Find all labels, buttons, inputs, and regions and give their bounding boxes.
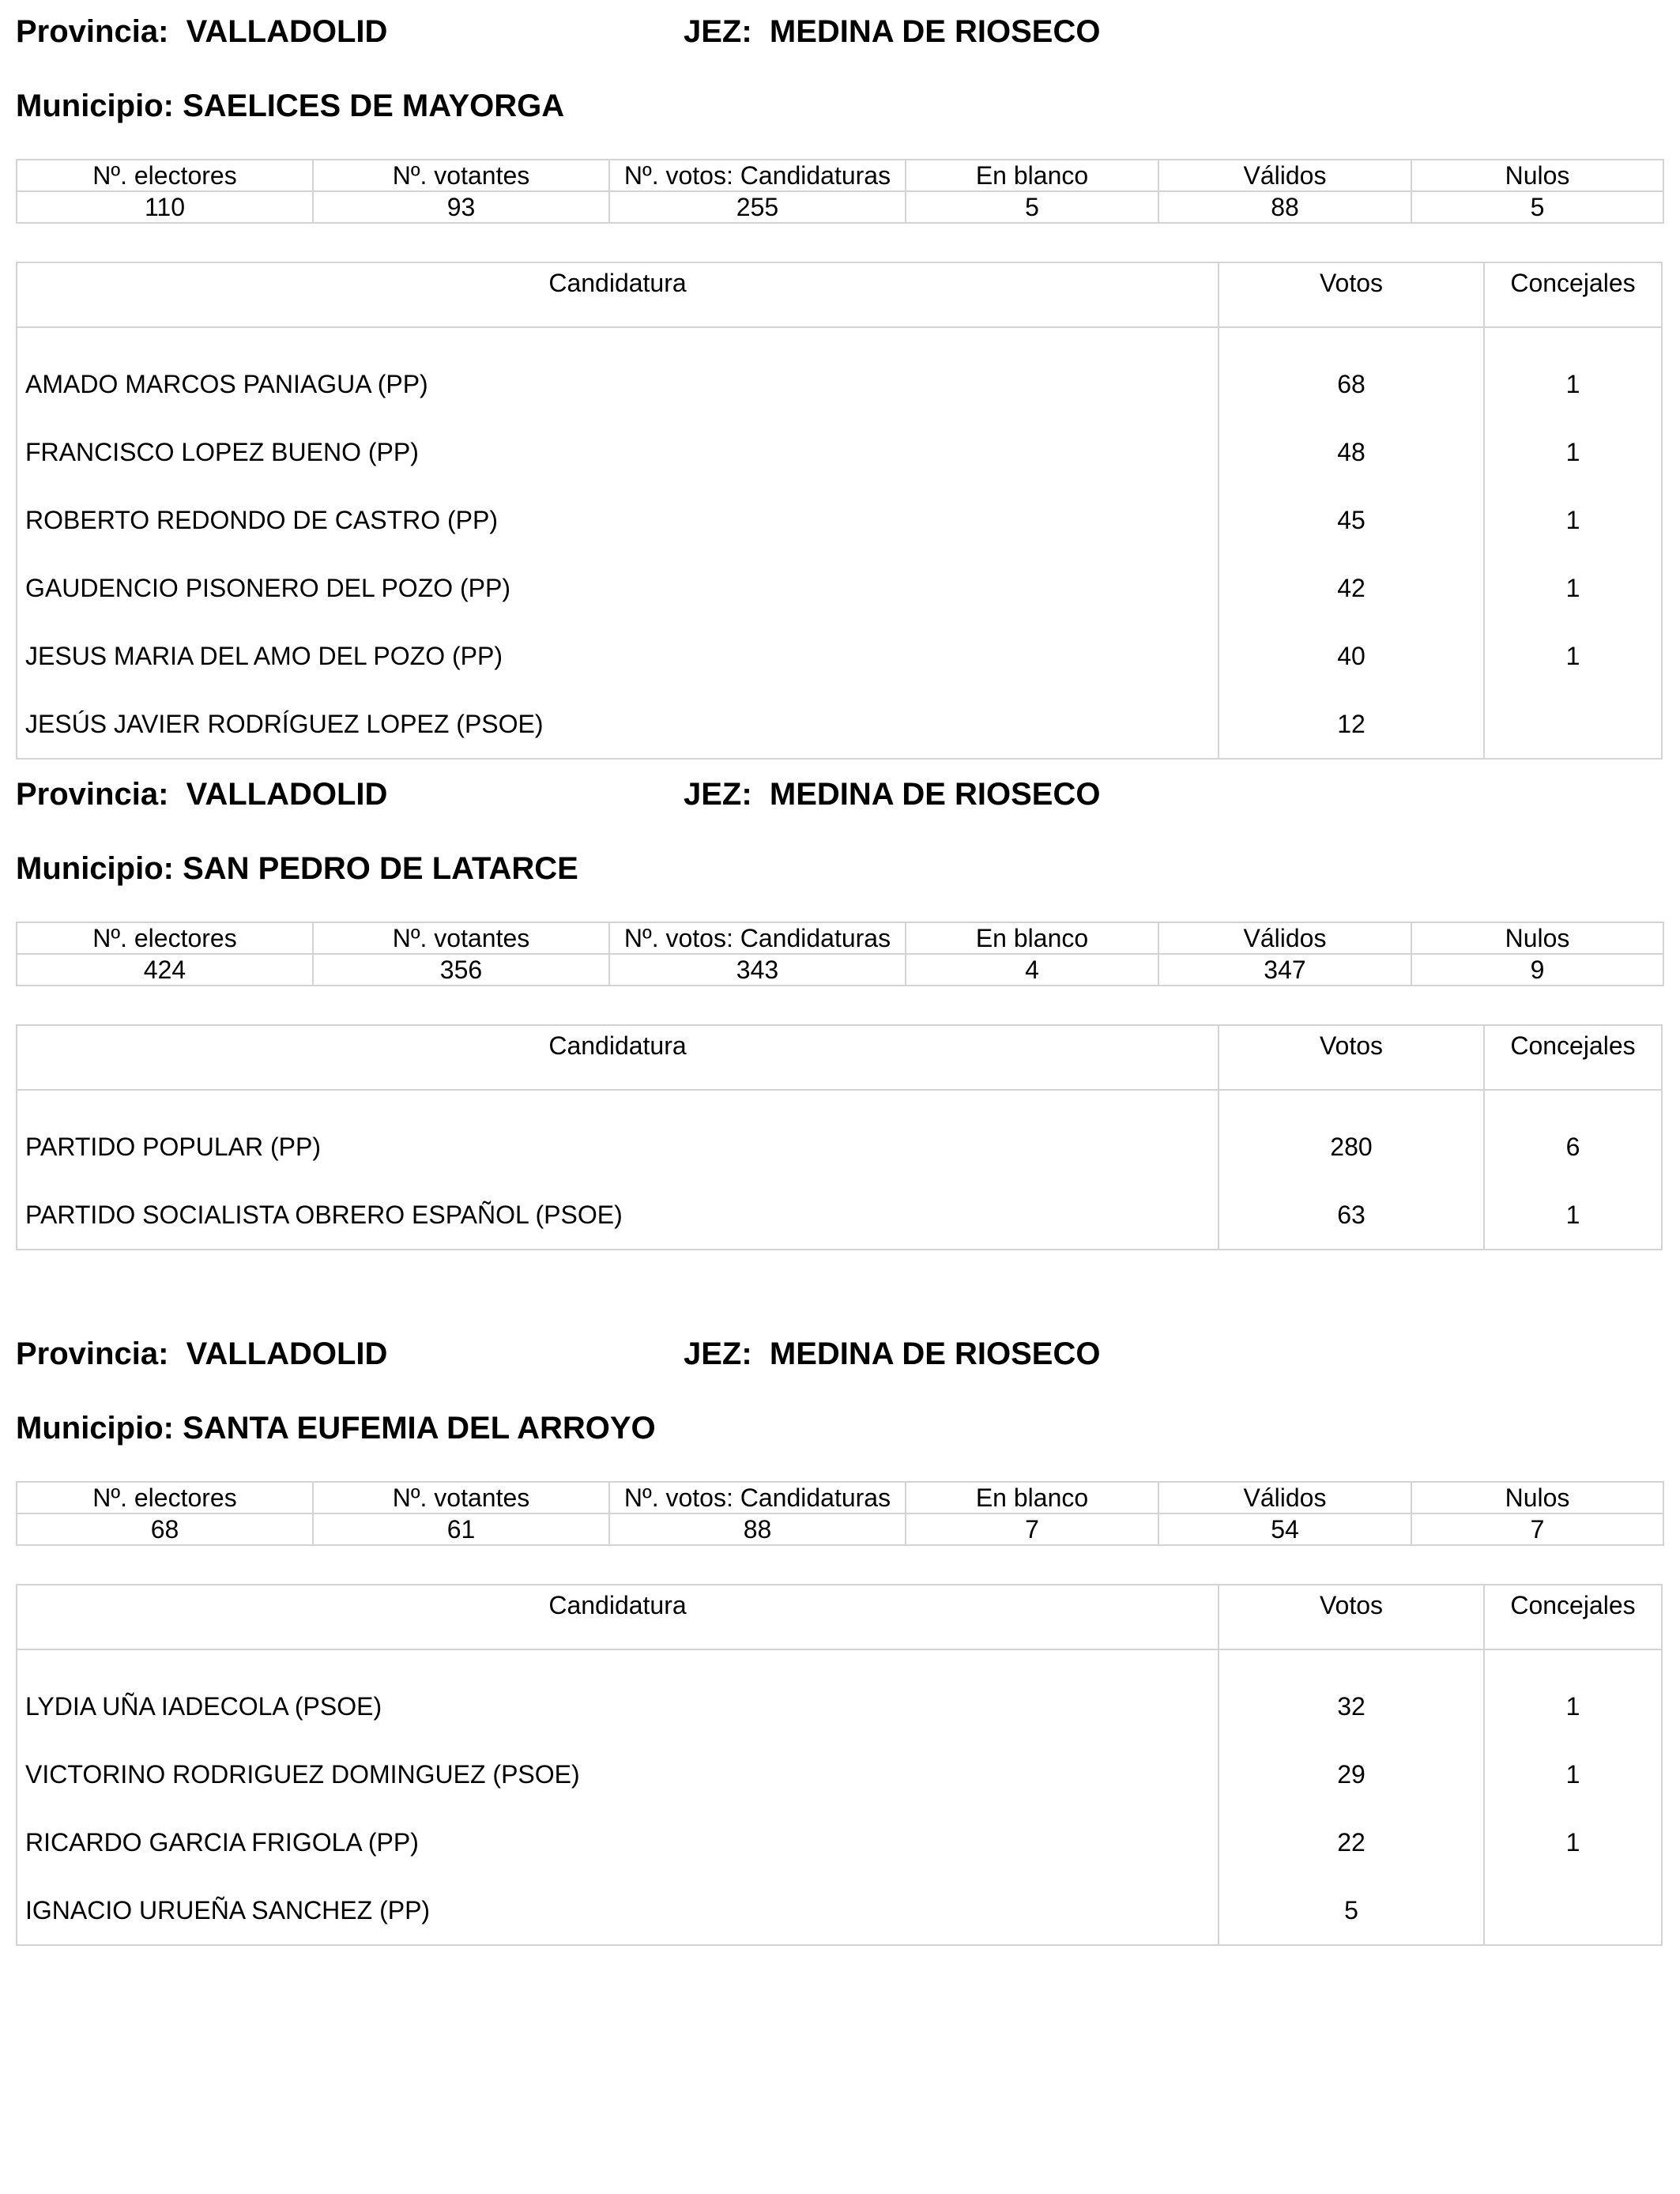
stats-value-cell: 5 <box>906 191 1158 223</box>
candidate-votos: 12 <box>1337 710 1365 738</box>
stats-header-row <box>17 160 1663 191</box>
stats-header-cell: Nº. votantes <box>313 922 609 954</box>
stats-value-cell: 68 <box>17 1514 313 1545</box>
municipio-label: Municipio: <box>16 1411 174 1446</box>
column-divider <box>1483 263 1485 758</box>
candidate-row <box>17 622 1661 690</box>
jez-label: JEZ: <box>684 777 752 812</box>
stats-header-row <box>17 1482 1663 1514</box>
municipio-value: SANTA EUFEMIA DEL ARROYO <box>183 1411 656 1446</box>
candidate-votos: 32 <box>1337 1692 1365 1721</box>
column-divider <box>1483 1585 1485 1944</box>
candidate-votos: 68 <box>1337 370 1365 398</box>
candidate-concejales: 1 <box>1565 1760 1580 1789</box>
jez-label: JEZ: <box>684 14 752 49</box>
stats-value-cell: 110 <box>17 191 313 223</box>
candidate-row <box>17 486 1661 554</box>
candidatura-table <box>16 1024 1663 1250</box>
candidate-votos: 48 <box>1337 438 1365 466</box>
candidate-name: VICTORINO RODRIGUEZ DOMINGUEZ (PSOE) <box>25 1760 580 1789</box>
stats-header-cell: En blanco <box>906 160 1158 191</box>
candidate-name: LYDIA UÑA IADECOLA (PSOE) <box>25 1692 382 1721</box>
candidate-votos: 29 <box>1337 1760 1365 1789</box>
candidatura-table <box>16 1584 1663 1946</box>
stats-header-cell: Nulos <box>1411 922 1663 954</box>
candidate-votos: 45 <box>1337 506 1365 534</box>
candidate-concejales: 6 <box>1565 1133 1580 1161</box>
column-divider <box>1483 1026 1485 1249</box>
candidatura-header-cell: Candidatura <box>548 1031 687 1060</box>
candidatura-header-cell: Votos <box>1319 269 1384 297</box>
candidatura-header-row <box>17 1026 1661 1091</box>
stats-header-cell: En blanco <box>906 1482 1158 1514</box>
candidate-row <box>17 1181 1661 1249</box>
stats-value-row <box>17 954 1663 986</box>
candidatura-header-cell: Concejales <box>1510 269 1636 297</box>
candidate-row <box>17 1808 1661 1876</box>
stats-header-cell: Nº. votos: Candidaturas <box>609 922 906 954</box>
candidate-concejales: 1 <box>1565 642 1580 670</box>
municipio-label: Municipio: <box>16 851 174 886</box>
stats-header-cell: Nº. votos: Candidaturas <box>609 1482 906 1514</box>
candidate-concejales: 1 <box>1565 1828 1580 1857</box>
stats-value-cell: 343 <box>609 954 906 986</box>
candidatura-header-cell: Candidatura <box>548 269 687 297</box>
candidate-row <box>17 1876 1661 1944</box>
stats-header-cell: Nº. votos: Candidaturas <box>609 160 906 191</box>
jez-label: JEZ: <box>684 1336 752 1371</box>
candidate-row <box>17 554 1661 622</box>
provincia-header <box>16 1334 387 1374</box>
candidate-name: IGNACIO URUEÑA SANCHEZ (PP) <box>25 1896 431 1924</box>
candidate-votos: 42 <box>1337 574 1365 602</box>
candidate-concejales: 1 <box>1565 506 1580 534</box>
stats-header-cell: Válidos <box>1158 922 1411 954</box>
municipio-header <box>16 849 578 888</box>
jez-value: MEDINA DE RIOSECO <box>769 777 1101 812</box>
candidate-name: RICARDO GARCIA FRIGOLA (PP) <box>25 1828 419 1857</box>
candidate-name: ROBERTO REDONDO DE CASTRO (PP) <box>25 506 498 534</box>
stats-value-cell: 7 <box>1411 1514 1663 1545</box>
stats-value-cell: 347 <box>1158 954 1411 986</box>
candidate-name: FRANCISCO LOPEZ BUENO (PP) <box>25 438 419 466</box>
stats-value-row <box>17 191 1663 223</box>
stats-header-cell: Nulos <box>1411 1482 1663 1514</box>
candidate-name: JESÚS JAVIER RODRÍGUEZ LOPEZ (PSOE) <box>25 710 544 738</box>
stats-header-cell: En blanco <box>906 922 1158 954</box>
candidate-row <box>17 690 1661 758</box>
stats-header-row <box>17 922 1663 954</box>
stats-value-cell: 5 <box>1411 191 1663 223</box>
stats-value-cell: 356 <box>313 954 609 986</box>
stats-header-cell: Nº. votantes <box>313 1482 609 1514</box>
candidate-name: PARTIDO POPULAR (PP) <box>25 1133 321 1161</box>
candidatura-rows <box>17 328 1661 758</box>
candidate-votos: 63 <box>1337 1201 1365 1229</box>
provincia-label: Provincia: <box>16 1336 169 1371</box>
municipio-label: Municipio: <box>16 89 174 123</box>
candidatura-table <box>16 262 1663 760</box>
candidatura-rows <box>17 1650 1661 1944</box>
candidate-concejales: 1 <box>1565 1692 1580 1721</box>
provincia-value: VALLADOLID <box>186 1336 388 1371</box>
stats-table <box>16 922 1664 986</box>
candidate-concejales: 1 <box>1565 370 1580 398</box>
stats-table <box>16 1481 1664 1546</box>
candidate-votos: 40 <box>1337 642 1365 670</box>
candidate-row <box>17 1113 1661 1181</box>
jez-header <box>684 1334 1100 1374</box>
provincia-header <box>16 775 387 814</box>
jez-value: MEDINA DE RIOSECO <box>769 1336 1101 1371</box>
candidate-concejales: 1 <box>1565 438 1580 466</box>
candidate-concejales: 1 <box>1565 1201 1580 1229</box>
stats-table <box>16 159 1664 224</box>
stats-header-cell: Nº. electores <box>17 922 313 954</box>
jez-header <box>684 775 1100 814</box>
stats-value-cell: 93 <box>313 191 609 223</box>
candidate-concejales: 1 <box>1565 574 1580 602</box>
stats-value-cell: 54 <box>1158 1514 1411 1545</box>
candidatura-header-cell: Concejales <box>1510 1031 1636 1060</box>
provincia-header <box>16 12 387 51</box>
provincia-value: VALLADOLID <box>186 777 388 812</box>
candidate-name: GAUDENCIO PISONERO DEL POZO (PP) <box>25 574 511 602</box>
stats-header-cell: Nulos <box>1411 160 1663 191</box>
stats-value-cell: 88 <box>1158 191 1411 223</box>
provincia-label: Provincia: <box>16 14 169 49</box>
stats-header-cell: Nº. electores <box>17 1482 313 1514</box>
candidate-name: AMADO MARCOS PANIAGUA (PP) <box>25 370 428 398</box>
stats-value-cell: 255 <box>609 191 906 223</box>
candidate-name: JESUS MARIA DEL AMO DEL POZO (PP) <box>25 642 503 670</box>
stats-header-cell: Válidos <box>1158 160 1411 191</box>
candidate-concejales <box>1485 690 1661 758</box>
stats-value-cell: 7 <box>906 1514 1158 1545</box>
candidatura-header-row <box>17 263 1661 328</box>
jez-header <box>684 12 1100 51</box>
candidate-row <box>17 350 1661 418</box>
column-divider <box>1218 1026 1219 1249</box>
stats-value-cell: 424 <box>17 954 313 986</box>
candidate-row <box>17 418 1661 486</box>
candidatura-header-row <box>17 1585 1661 1650</box>
candidate-concejales <box>1485 1876 1661 1944</box>
municipio-value: SAELICES DE MAYORGA <box>183 89 565 123</box>
municipio-value: SAN PEDRO DE LATARCE <box>183 851 578 886</box>
stats-value-cell: 88 <box>609 1514 906 1545</box>
candidate-row <box>17 1740 1661 1808</box>
jez-value: MEDINA DE RIOSECO <box>769 14 1101 49</box>
column-divider <box>1218 1585 1219 1944</box>
municipio-header <box>16 1408 656 1448</box>
candidatura-rows <box>17 1091 1661 1249</box>
provincia-value: VALLADOLID <box>186 14 388 49</box>
municipio-header <box>16 86 564 126</box>
candidate-row <box>17 1672 1661 1740</box>
candidatura-header-cell: Candidatura <box>548 1591 687 1619</box>
candidatura-header-cell: Votos <box>1319 1591 1384 1619</box>
stats-value-row <box>17 1514 1663 1545</box>
stats-header-cell: Nº. electores <box>17 160 313 191</box>
stats-value-cell: 4 <box>906 954 1158 986</box>
stats-value-cell: 61 <box>313 1514 609 1545</box>
candidate-votos: 5 <box>1344 1896 1358 1924</box>
stats-value-cell: 9 <box>1411 954 1663 986</box>
candidate-name: PARTIDO SOCIALISTA OBRERO ESPAÑOL (PSOE) <box>25 1201 623 1229</box>
candidate-votos: 22 <box>1337 1828 1365 1857</box>
provincia-label: Provincia: <box>16 777 169 812</box>
column-divider <box>1218 263 1219 758</box>
candidatura-header-cell: Concejales <box>1510 1591 1636 1619</box>
stats-header-cell: Nº. votantes <box>313 160 609 191</box>
stats-header-cell: Válidos <box>1158 1482 1411 1514</box>
candidatura-header-cell: Votos <box>1319 1031 1384 1060</box>
candidate-votos: 280 <box>1330 1133 1373 1161</box>
